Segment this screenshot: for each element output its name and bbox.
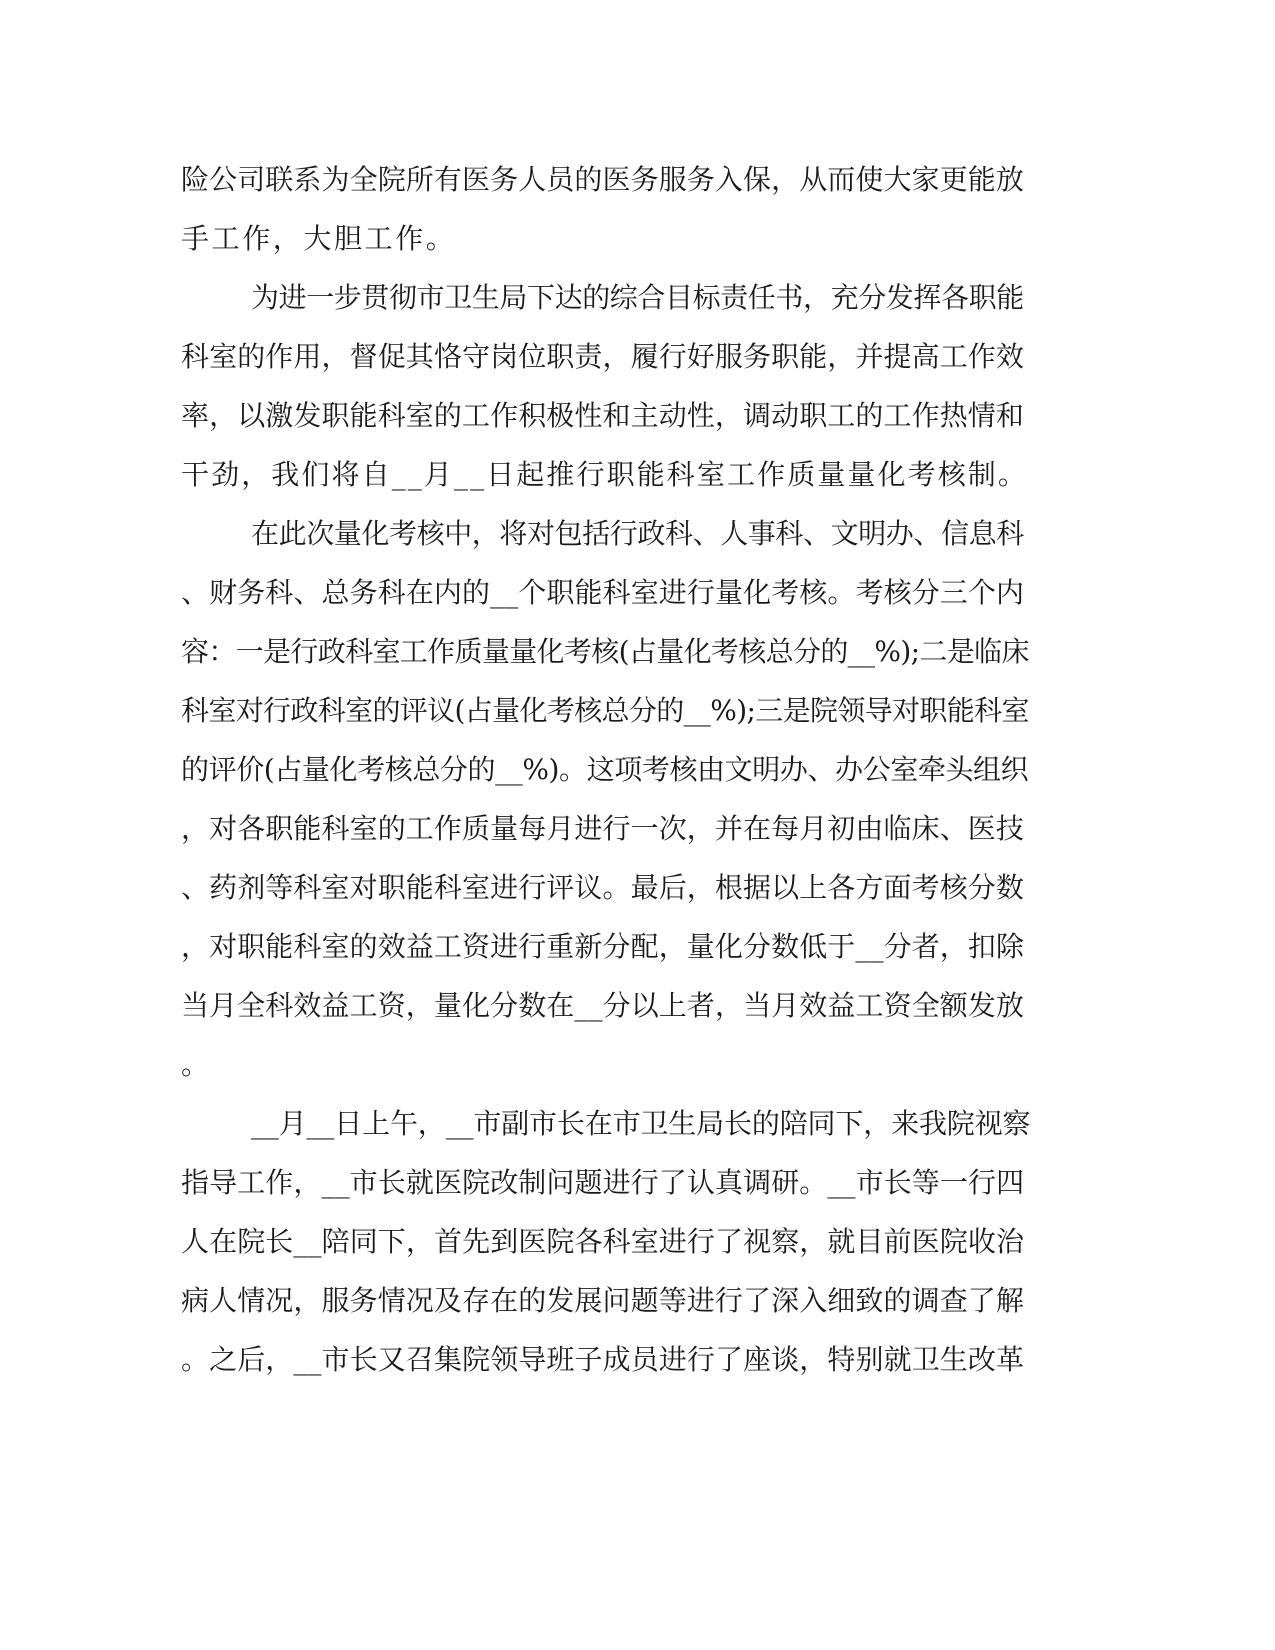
text-line-20: 病人情况，服务情况及存在的发展问题等进行了深入细致的调查了解 (181, 1284, 1025, 1317)
text-line-15: 当月全科效益工资，量化分数在__分以上者，当月效益工资全额发放 (181, 989, 1025, 1022)
text-line-19: 人在院长__陪同下，首先到医院各科室进行了视察，就目前医院收治 (181, 1225, 1025, 1258)
text-line-9: 容：一是行政科室工作质量量化考核(占量化考核总分的__%);二是临床 (181, 635, 1029, 668)
text-line-21: 。之后，__市长又召集院领导班子成员进行了座谈，特别就卫生改革 (181, 1343, 1025, 1376)
text-line-16: 。 (181, 1048, 212, 1081)
text-line-12: ，对各职能科室的工作质量每月进行一次，并在每月初由临床、医技 (181, 812, 1025, 845)
text-line-11: 的评价(占量化考核总分的__%)。这项考核由文明办、办公室牵头组织 (181, 753, 1029, 786)
text-line-6: 干劲，我们将自__月__日起推行职能科室工作质量量化考核制。 (181, 458, 1029, 491)
text-line-17: __月__日上午，__市副市长在市卫生局长的陪同下，来我院视察 (251, 1107, 1031, 1140)
text-line-4: 科室的作用，督促其恪守岗位职责，履行好服务职能，并提高工作效 (181, 340, 1025, 373)
text-line-10: 科室对行政科室的评议(占量化考核总分的__%);三是院领导对职能科室 (181, 694, 1029, 727)
text-line-13: 、药剂等科室对职能科室进行评议。最后，根据以上各方面考核分数 (181, 871, 1025, 904)
text-line-18: 指导工作，__市长就医院改制问题进行了认真调研。__市长等一行四 (181, 1166, 1025, 1199)
text-line-5: 率，以激发职能科室的工作积极性和主动性，调动职工的工作热情和 (181, 399, 1025, 432)
text-line-7: 在此次量化考核中，将对包括行政科、人事科、文明办、信息科 (251, 517, 1024, 550)
text-line-1: 险公司联系为全院所有医务人员的医务服务入保，从而使大家更能放 (181, 163, 1025, 196)
text-line-3: 为进一步贯彻市卫生局下达的综合目标责任书，充分发挥各职能 (251, 281, 1024, 314)
text-line-14: ，对职能科室的效益工资进行重新分配，量化分数低于__分者，扣除 (181, 930, 1025, 963)
text-line-2: 手工作，大胆工作。 (181, 222, 457, 255)
text-line-8: 、财务科、总务科在内的__个职能科室进行量化考核。考核分三个内 (181, 576, 1025, 609)
